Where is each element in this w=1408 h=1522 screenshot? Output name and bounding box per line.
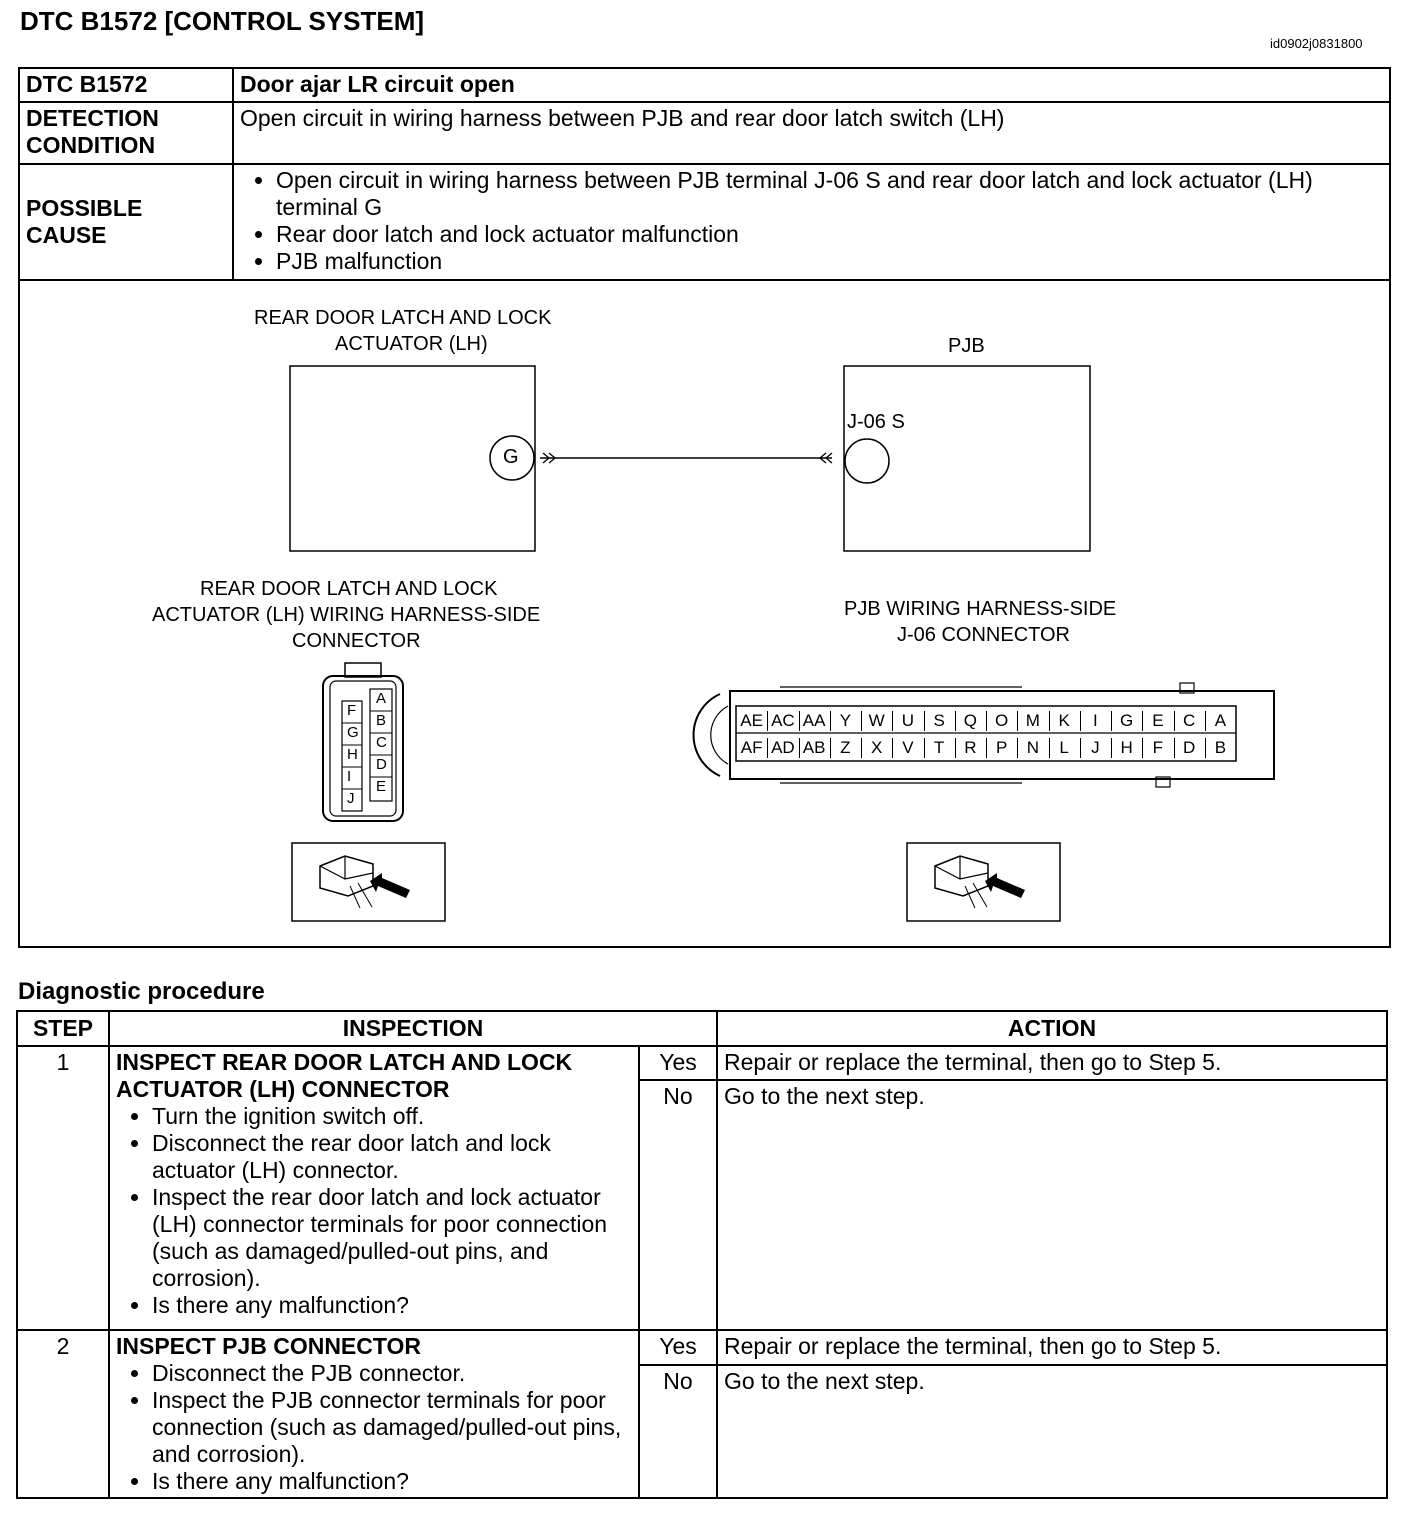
cause-label-line1: POSSIBLE <box>26 195 143 221</box>
connector-view-icon-right <box>907 843 1060 921</box>
inspection-bullet: • Turn the ignition switch off. <box>152 1103 632 1130</box>
yes-action: Repair or replace the terminal, then go to Step 5. <box>717 1330 1387 1365</box>
actuator-pin-label: I <box>347 768 352 785</box>
yes-label: Yes <box>639 1330 717 1365</box>
act-conn-label-line3: CONNECTOR <box>292 630 421 652</box>
detection-label-line2: CONDITION <box>26 132 156 158</box>
cause-item: • PJB malfunction <box>276 248 1383 275</box>
pjb-pin-label: AD <box>767 738 799 758</box>
pjb-pin-label: K <box>1049 711 1081 731</box>
pjb-pin-label: W <box>861 711 893 731</box>
actuator-pin-label: B <box>376 712 387 729</box>
pjb-pin-label: P <box>986 738 1018 758</box>
pjb-pin-label: M <box>1017 711 1049 731</box>
step-inspection <box>109 1046 639 1330</box>
detection-label-line1: DETECTION <box>26 105 159 131</box>
step-number: 1 <box>17 1046 109 1330</box>
no-action: Go to the next step. <box>717 1080 1387 1330</box>
dtc-code: DTC B1572 <box>19 68 233 102</box>
pjb-pin-label: X <box>861 738 893 758</box>
pjb-pin-label: AA <box>799 711 831 731</box>
page-title: DTC B1572 [CONTROL SYSTEM] <box>20 6 425 36</box>
col-inspection-header: INSPECTION <box>109 1011 717 1046</box>
pjb-pin-label: B <box>1214 738 1227 757</box>
pjb-pin-label: H <box>1111 738 1143 758</box>
actuator-pin-label: J <box>347 790 355 807</box>
terminal-j06s-circle <box>845 439 889 483</box>
act-conn-label-line2: ACTUATOR (LH) WIRING HARNESS-SIDE <box>152 604 541 626</box>
actuator-label-line2: ACTUATOR (LH) <box>335 333 488 355</box>
step-number: 2 <box>17 1330 109 1498</box>
pjb-pin-label: Y <box>830 711 862 731</box>
pjb-pin-label: AC <box>767 711 799 731</box>
act-conn-label-line1: REAR DOOR LATCH AND LOCK <box>200 578 498 600</box>
inspection-bullet: • Inspect the PJB connector terminals for poor connection (such as damaged/pulled-out pins, and corrosion). <box>152 1387 632 1468</box>
actuator-label-line1: REAR DOOR LATCH AND LOCK <box>254 307 552 329</box>
pjb-conn-label-line1: PJB WIRING HARNESS-SIDE <box>844 598 1117 620</box>
actuator-pin-label: H <box>347 746 358 763</box>
pjb-pin-label: N <box>1017 738 1049 758</box>
connector-view-icon-left <box>292 843 445 921</box>
step-title: INSPECT REAR DOOR LATCH AND LOCK ACTUATOR (LH) CONNECTOR <box>116 1049 573 1102</box>
pjb-pin-label: Z <box>830 738 862 758</box>
pjb-label: PJB <box>948 335 985 357</box>
pjb-pin-label: AE <box>736 711 768 731</box>
wiring-diagram <box>19 280 1390 947</box>
cause-label-line2: CAUSE <box>26 222 107 248</box>
detection-condition-text: Open circuit in wiring harness between PJB and rear door latch switch (LH) <box>233 102 1390 164</box>
document-id: id0902j0831800 <box>1270 36 1363 51</box>
step-title: INSPECT PJB CONNECTOR <box>116 1333 422 1359</box>
pjb-pin-label: V <box>892 738 924 758</box>
pjb-pin-label: F <box>1142 738 1174 758</box>
pjb-pin-label: E <box>1142 711 1174 731</box>
pjb-pin-label: G <box>1111 711 1143 731</box>
actuator-connector-face <box>323 663 403 821</box>
pjb-pin-label: AB <box>799 738 831 758</box>
inspection-bullet: • Inspect the rear door latch and lock actuator (LH) connector terminals for poor connection (such as damaged/pulled-out pins, and corrosion). <box>152 1184 632 1292</box>
col-step-header: STEP <box>17 1011 109 1046</box>
cause-item: • Open circuit in wiring harness between PJB terminal J-06 S and rear door latch and lock actuator (LH) terminal G <box>276 167 1383 221</box>
yes-action: Repair or replace the terminal, then go to Step 5. <box>717 1046 1387 1080</box>
pjb-pin-label: AF <box>736 738 768 758</box>
actuator-pin-label: A <box>376 690 387 707</box>
pjb-pin-label: S <box>924 711 956 731</box>
procedure-title: Diagnostic procedure <box>18 978 265 1005</box>
col-action-header: ACTION <box>717 1011 1387 1046</box>
no-label: No <box>639 1365 717 1498</box>
no-label: No <box>639 1080 717 1330</box>
cause-item: • Rear door latch and lock actuator malfunction <box>276 221 1383 248</box>
dtc-info-table <box>18 67 1391 948</box>
pjb-pin-label: U <box>892 711 924 731</box>
actuator-pin-label: C <box>376 734 387 751</box>
pjb-pin-label: L <box>1049 738 1081 758</box>
pjb-conn-label-line2: J-06 CONNECTOR <box>897 624 1070 646</box>
actuator-pin-label: D <box>376 756 387 773</box>
actuator-pin-label: E <box>376 778 387 795</box>
possible-cause-label <box>19 164 233 280</box>
terminal-g-label: G <box>503 446 519 468</box>
inspection-bullet: • Disconnect the PJB connector. <box>152 1360 632 1387</box>
pjb-pin-label: O <box>986 711 1018 731</box>
detection-condition-label <box>19 102 233 164</box>
pjb-pin-label: D <box>1174 738 1206 758</box>
actuator-pin-label: G <box>347 724 359 741</box>
actuator-pin-label: F <box>347 702 357 719</box>
pjb-pin-label: R <box>955 738 987 758</box>
pjb-pin-label: Q <box>955 711 987 731</box>
inspection-bullet: • Disconnect the rear door latch and lock actuator (LH) connector. <box>152 1130 632 1184</box>
pjb-connector-face <box>694 683 1274 787</box>
inspection-bullet: • Is there any malfunction? <box>152 1468 632 1495</box>
pjb-pin-label: A <box>1214 711 1227 730</box>
step-inspection <box>109 1330 639 1498</box>
pjb-pin-label: T <box>924 738 956 758</box>
dtc-description: Door ajar LR circuit open <box>233 68 1390 102</box>
possible-cause-list <box>233 164 1390 280</box>
pjb-pin-label: J <box>1080 738 1112 758</box>
pjb-pin-label: I <box>1080 711 1112 731</box>
diagnostic-procedure-table <box>16 1010 1388 1499</box>
pjb-pin-label: C <box>1174 711 1206 731</box>
inspection-bullet: • Is there any malfunction? <box>152 1292 632 1319</box>
yes-label: Yes <box>639 1046 717 1080</box>
terminal-j06s-label: J-06 S <box>847 411 905 433</box>
no-action: Go to the next step. <box>717 1365 1387 1498</box>
